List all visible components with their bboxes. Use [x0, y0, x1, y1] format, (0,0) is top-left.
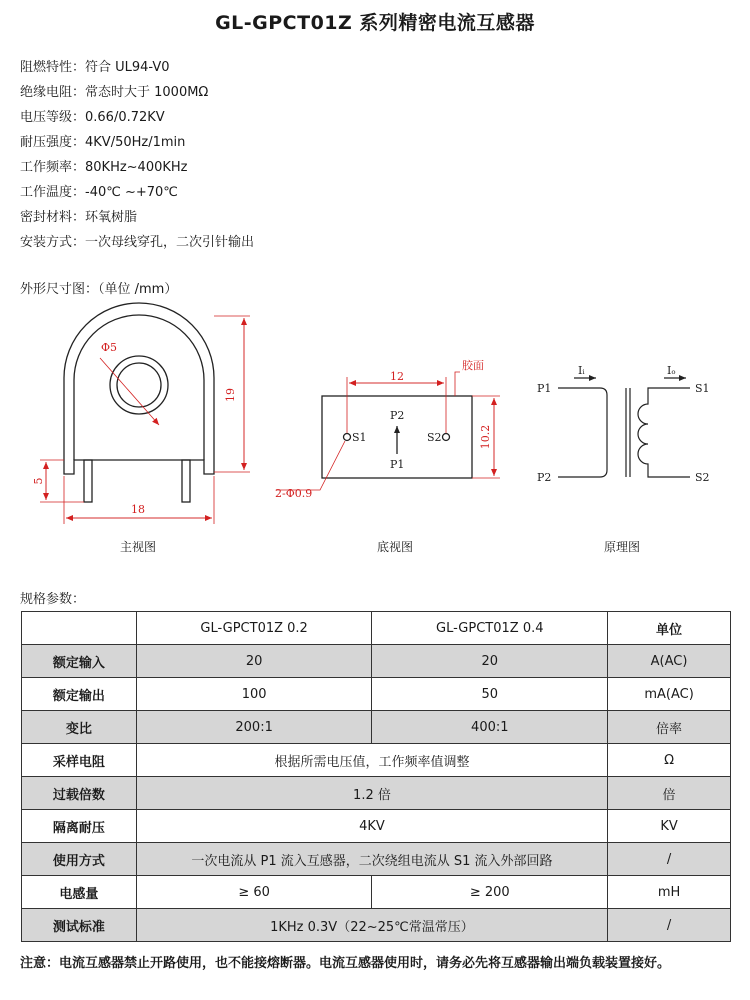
cell-unit: /: [608, 843, 731, 876]
cell-unit: KV: [608, 810, 731, 843]
property-sealing: 密封材料：环氧树脂: [20, 210, 138, 225]
row-label: 采样电阻: [22, 744, 137, 777]
principle-p2-label: P2: [537, 471, 552, 484]
row-label: 过载倍数: [22, 777, 137, 810]
front-inner-outline: [74, 315, 204, 460]
dimension-figures: [0, 295, 750, 565]
bottom-view-caption: 底视图: [377, 540, 414, 554]
page-title: GL-GPCT01Z 系列精密电流互感器: [215, 12, 535, 34]
cell-merged: 4KV: [136, 810, 607, 843]
cell-unit: A(AC): [608, 645, 731, 678]
property-insulation: 绝缘电阻：常态时大于 1000MΩ: [20, 85, 209, 100]
front-hole-outer: [110, 356, 168, 414]
hole-dimension-line: [100, 358, 159, 425]
spec-table: [21, 611, 731, 942]
table-row: [22, 843, 731, 876]
property-temperature: 工作温度：-40℃ ~+70℃: [20, 185, 178, 200]
cell-merged: 根据所需电压值，工作频率值调整: [136, 744, 607, 777]
pitch-label: 12: [390, 370, 404, 383]
row-label: 隔离耐压: [22, 810, 137, 843]
property-list: [20, 55, 254, 255]
bottom-s2-label: S2: [427, 431, 442, 444]
table-row: [22, 645, 731, 678]
property-mounting: 安装方式：一次母线穿孔，二次引针输出: [20, 235, 255, 250]
height-label: 19: [224, 388, 237, 402]
dimension-title: 外形尺寸图：（单位 /mm）: [20, 282, 178, 297]
table-row: [22, 678, 731, 711]
table-row: [22, 876, 731, 909]
cell-model-04: 400:1: [372, 711, 608, 744]
cell-unit: 倍: [608, 777, 731, 810]
row-label: 测试标准: [22, 909, 137, 942]
table-row: [22, 777, 731, 810]
bottom-p1-label: P1: [390, 458, 405, 471]
cell-merged: 一次电流从 P1 流入互感器，二次绕组电流从 S1 流入外部回路: [136, 843, 607, 876]
property-voltage: 电压等级：0.66/0.72KV: [20, 110, 165, 125]
cell-model-02: ≥ 60: [136, 876, 372, 909]
primary-conductor: [558, 388, 607, 477]
front-body-outline: [64, 303, 214, 474]
front-dimensions: [40, 316, 250, 524]
cell-model-02: 20: [136, 645, 372, 678]
property-withstand: 耐压强度：4KV/50Hz/1min: [20, 135, 186, 150]
principle-s1-label: S1: [695, 382, 710, 395]
header-blank: [22, 612, 137, 645]
table-row: [22, 909, 731, 942]
spec-title: 规格参数：: [20, 592, 86, 607]
row-label: 额定输入: [22, 645, 137, 678]
depth-label: 10.2: [479, 424, 492, 450]
cell-model-04: 50: [372, 678, 608, 711]
table-row: [22, 810, 731, 843]
bottom-p2-label: P2: [390, 409, 405, 422]
cell-merged: 1KHz 0.3V（22~25℃常温常压）: [136, 909, 607, 942]
warning-note: 注意：电流互感器禁止开路使用，也不能接熔断器。电流互感器使用时，请务必先将互感器输出端负载装置接好。: [20, 956, 671, 971]
front-pin-left: [84, 460, 92, 502]
row-label: 使用方式: [22, 843, 137, 876]
front-view-caption: 主视图: [120, 540, 157, 554]
input-current-label: Iᵢ: [578, 364, 585, 377]
bottom-dimensions: [276, 372, 500, 490]
cell-unit: Ω: [608, 744, 731, 777]
drawings-svg: [0, 295, 750, 540]
header-model-02: GL-GPCT01Z 0.2: [136, 612, 372, 645]
cell-unit: mH: [608, 876, 731, 909]
row-label: 额定输出: [22, 678, 137, 711]
pin-s2: [443, 434, 450, 441]
property-frequency: 工作频率：80KHz~400KHz: [20, 160, 188, 175]
pin-diameter-label: 2-Φ0.9: [275, 487, 313, 500]
principle-caption: 原理图: [604, 540, 641, 554]
header-unit: 单位: [608, 612, 731, 645]
pin-s1: [344, 434, 351, 441]
glue-leader: [455, 372, 460, 396]
table-header-row: [22, 612, 731, 645]
cell-model-04: ≥ 200: [372, 876, 608, 909]
front-pin-right: [182, 460, 190, 502]
principle-s2-label: S2: [695, 471, 710, 484]
hole-label: Φ5: [101, 341, 118, 354]
cell-unit: mA(AC): [608, 678, 731, 711]
cell-model-02: 100: [136, 678, 372, 711]
bottom-s1-label: S1: [352, 431, 367, 444]
header-model-04: GL-GPCT01Z 0.4: [372, 612, 608, 645]
secondary-winding: [638, 388, 690, 477]
cell-merged: 1.2 倍: [136, 777, 607, 810]
pin-height-label: 5: [32, 477, 45, 485]
cell-unit: /: [608, 909, 731, 942]
property-flame: 阻燃特性：符合 UL94-V0: [20, 60, 170, 75]
cell-model-02: 200:1: [136, 711, 372, 744]
principle-diagram: [558, 378, 690, 477]
glue-label: 胶面: [462, 359, 484, 372]
pin-diameter-leader: [276, 441, 345, 490]
principle-p1-label: P1: [537, 382, 552, 395]
table-row: [22, 711, 731, 744]
output-current-label: Iₒ: [667, 364, 676, 377]
table-row: [22, 744, 731, 777]
cell-model-04: 20: [372, 645, 608, 678]
row-label: 电感量: [22, 876, 137, 909]
row-label: 变比: [22, 711, 137, 744]
cell-unit: 倍率: [608, 711, 731, 744]
width-label: 18: [131, 503, 145, 516]
